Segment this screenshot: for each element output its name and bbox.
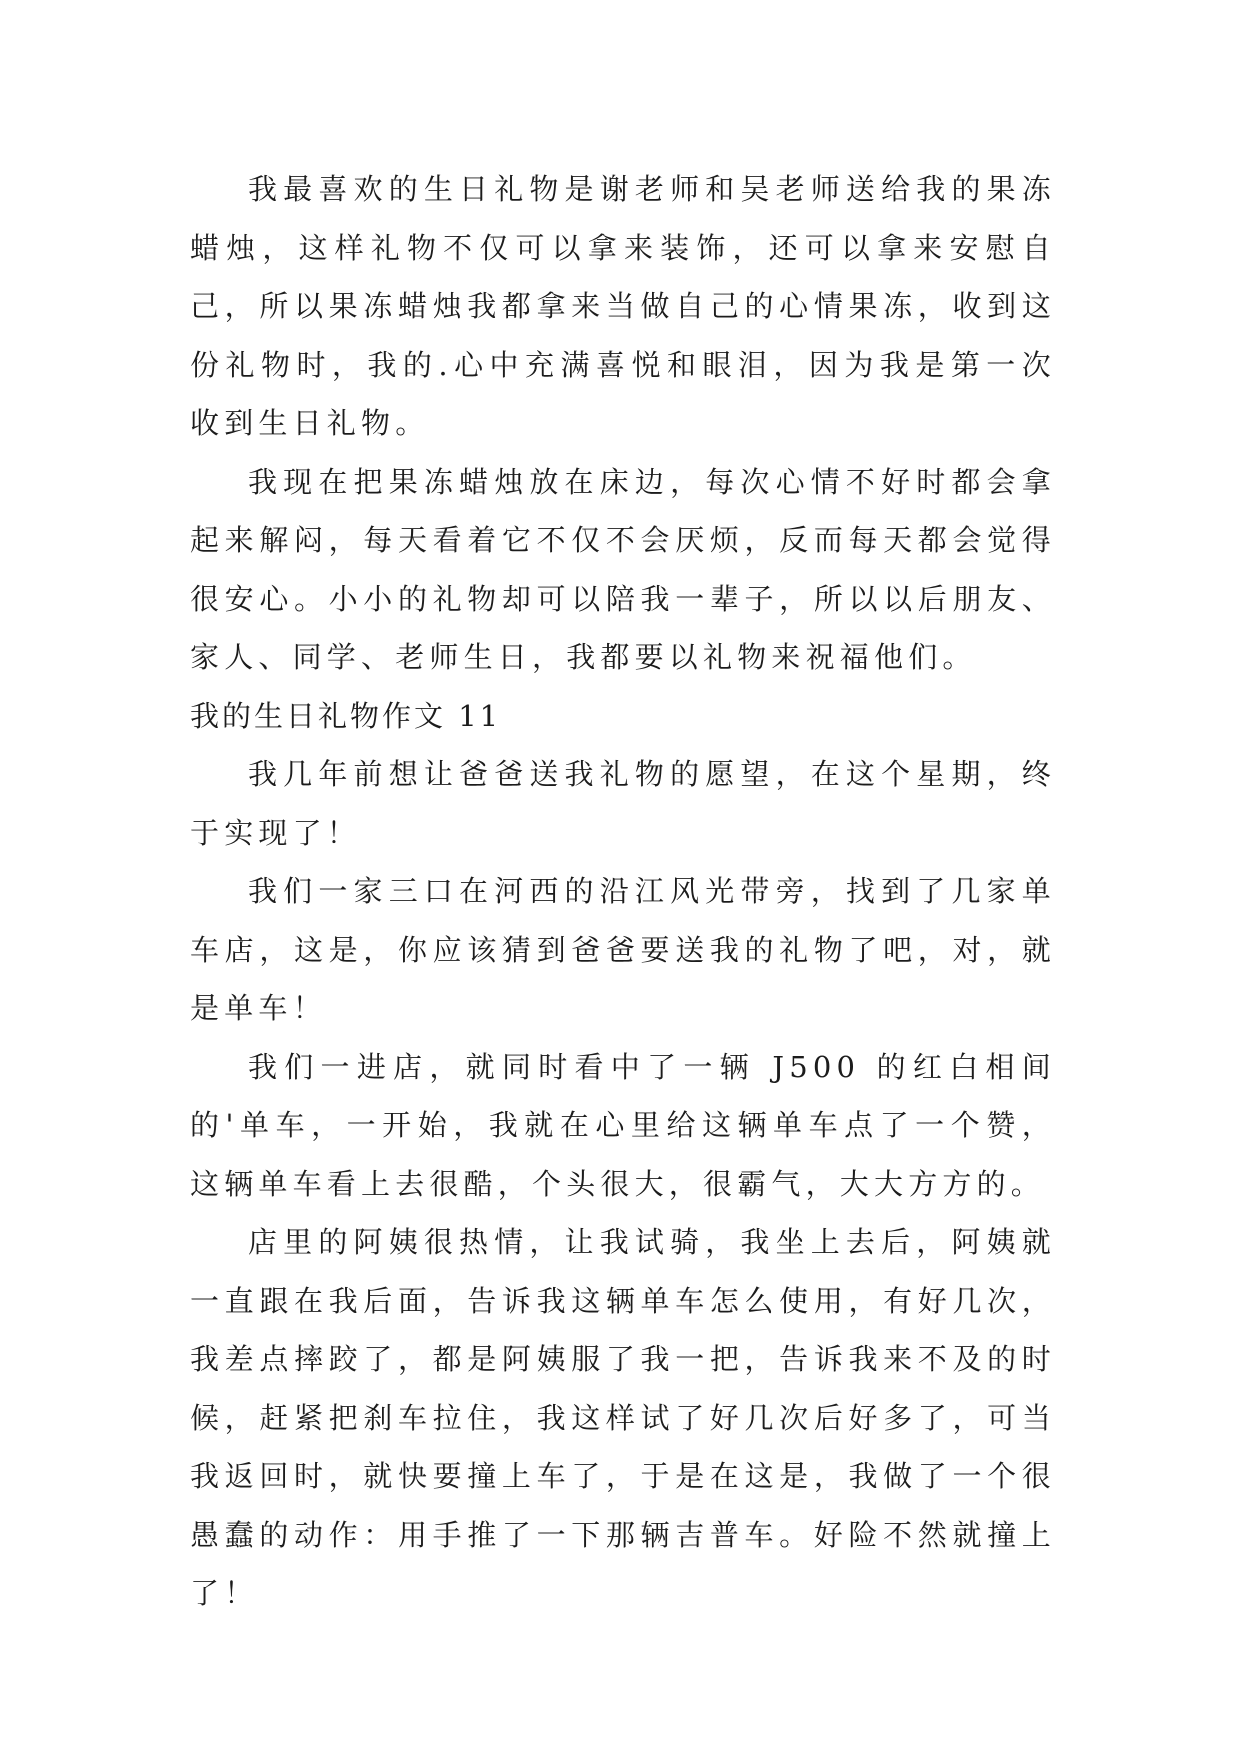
paragraph-wish: 我几年前想让爸爸送我礼物的愿望，在这个星期，终于实现了！ bbox=[190, 757, 1056, 850]
paragraph-candle-bedside: 我现在把果冻蜡烛放在床边，每次心情不好时都会拿起来解闷，每天看着它不仅不会厌烦，反而每天都会觉得很安心。小小的礼物却可以陪我一辈子，所以以后朋友、家人、同学、老师生日，我都要以礼物来祝福他们。 bbox=[190, 464, 1056, 674]
paragraph-test-ride: 店里的阿姨很热情，让我试骑，我坐上去后，阿姨就一直跟在我后面，告诉我这辆单车怎么使用，有好几次，我差点摔跤了，都是阿姨服了我一把，告诉我来不及的时候，赶紧把刹车拉住，我这样试了好几次后好多了，可当我返回时，就快要撞上车了，于是在这是，我做了一个很愚蠢的动作：用手推了一下那辆吉普车。好险不然就撞上了！ bbox=[190, 1225, 1056, 1610]
paragraph-bike-shop: 我们一家三口在河西的沿江风光带旁，找到了几家单车店，这是，你应该猜到爸爸要送我的礼物了吧，对，就是单车！ bbox=[190, 874, 1056, 1025]
paragraph-j500-bike: 我们一进店，就同时看中了一辆 J500 的红白相间的'单车，一开始，我就在心里给这辆单车点了一个赞，这辆单车看上去很酷，个头很大，很霸气，大大方方的。 bbox=[190, 1049, 1056, 1201]
paragraph-candle-gift: 我最喜欢的生日礼物是谢老师和吴老师送给我的果冻蜡烛，这样礼物不仅可以拿来装饰，还可以拿来安慰自己，所以果冻蜡烛我都拿来当做自己的心情果冻，收到这份礼物时，我的.心中充满喜悦和眼泪，因为我是第一次收到生日礼物。 bbox=[190, 172, 1056, 440]
section-title: 我的生日礼物作文 11 bbox=[190, 698, 502, 733]
document-body bbox=[190, 160, 1056, 1623]
